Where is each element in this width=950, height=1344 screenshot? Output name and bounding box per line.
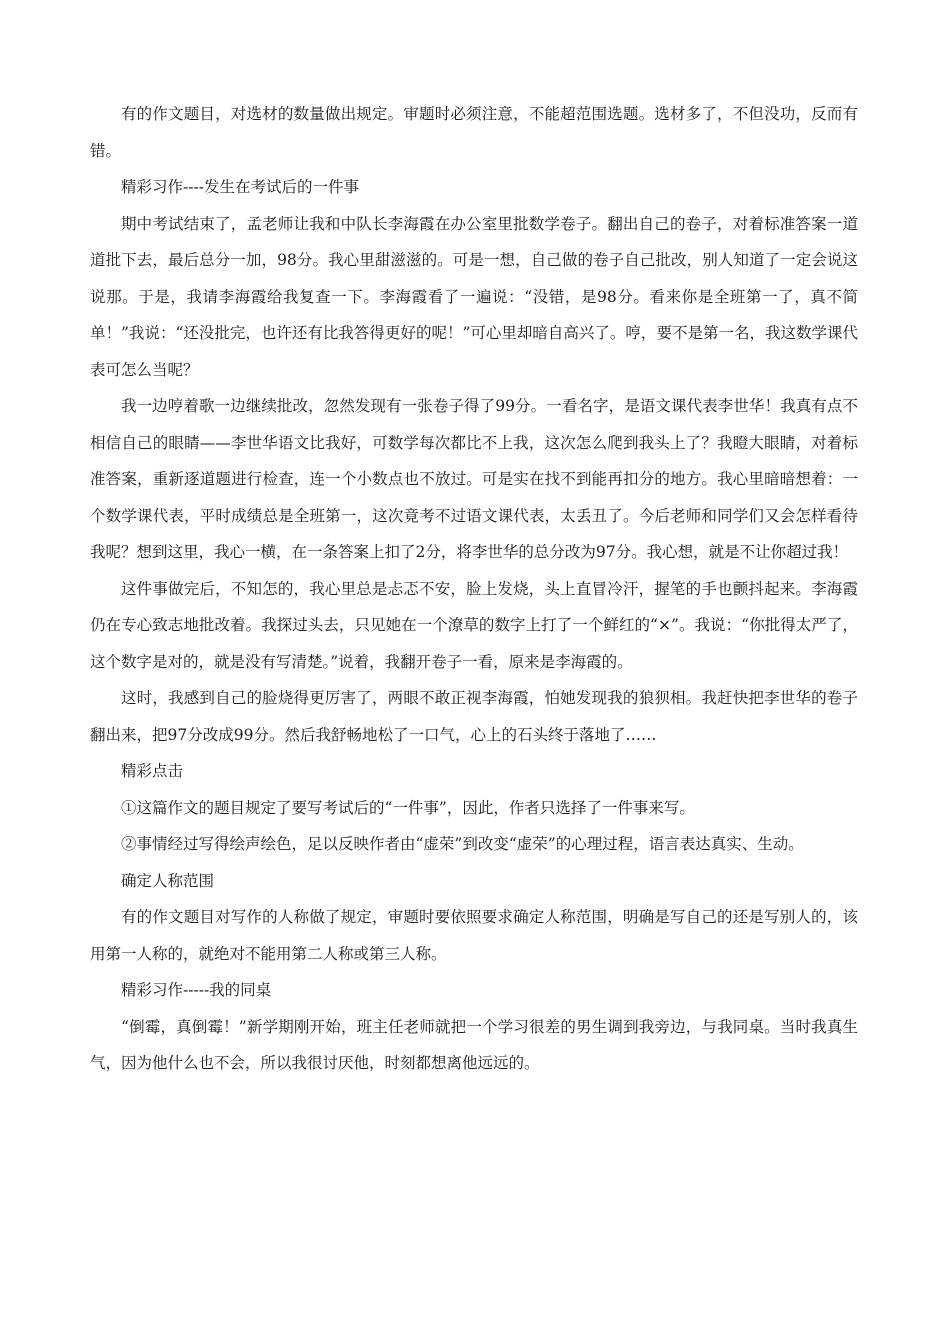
document-page	[90, 96, 858, 1082]
heading-person-scope: 确定人称范围	[121, 871, 215, 890]
paragraph-commentary-2: ②事情经过写得绘声绘色，足以反映作者由“虚荣”到改变“虚荣”的心理过程，语言表达真实、生动。	[121, 835, 804, 853]
paragraph-essay1-4: 这时，我感到自己的脸烧得更厉害了，两眼不敢正视李海霞，怕她发现我的狼狈相。我赶快把李世华的卷子翻出来，把97分改成99分。然后我舒畅地松了一口气，心上的石头终于落地了……	[90, 689, 858, 744]
paragraph-essay2-1: “倒霉，真倒霉！”新学期刚开始，班主任老师就把一个学习很差的男生调到我旁边，与我同桌。当时我真生气，因为他什么也不会，所以我很讨厌他，时刻都想离他远远的。	[90, 1017, 858, 1072]
paragraph-person-rule: 有的作文题目对写作的人称做了规定，审题时要依照要求确定人称范围，明确是写自己的还是写别人的，该用第一人称的，就绝对不能用第二人称或第三人称。	[90, 908, 858, 963]
heading-sample-essay-1: 精彩习作----发生在考试后的一件事	[121, 178, 359, 196]
paragraph-essay1-1: 期中考试结束了，孟老师让我和中队长李海霞在办公室里批数学卷子。翻出自己的卷子，对着标准答案一道道批下去，最后总分一加，98分。我心里甜滋滋的。可是一想，自己做的卷子自己批改，别人知道了一定会说这说那。于是，我请李海霞给我复查一下。李海霞看了一遍说：“没错，是98分。看来你是全班第一了，真不简单！”我说：“还没批完，也许还有比我答得更好的呢！”可心里却暗自高兴了。哼，要不是第一名，我这数学课代表可怎么当呢？	[90, 214, 858, 379]
paragraph-essay1-3: 这件事做完后，不知怎的，我心里总是忐忑不安，脸上发烧，头上直冒冷汗，握笔的手也颤抖起来。李海霞仍在专心致志地批改着。我探过头去，只见她在一个潦草的数字上打了一个鲜红的“×”。我说：“你批得太严了，这个数字是对的，就是没有写清楚。”说着，我翻开卷子一看，原来是李海霞的。	[90, 579, 858, 671]
paragraph-commentary-1: ①这篇作文的题目规定了要写考试后的“一件事”，因此，作者只选择了一件事来写。	[121, 798, 695, 817]
heading-sample-essay-2: 精彩习作-----我的同桌	[121, 981, 272, 999]
heading-commentary: 精彩点击	[121, 762, 184, 780]
paragraph-essay1-2: 我一边哼着歌一边继续批改，忽然发现有一张卷子得了99分。一看名字，是语文课代表李世华！我真有点不相信自己的眼睛——李世华语文比我好，可数学每次都比不上我，这次怎么爬到我头上了？我瞪大眼睛，对着标准答案，重新逐道题进行检查，连一个小数点也不放过。可是实在找不到能再扣分的地方。我心里暗暗想着：一个数学课代表，平时成绩总是全班第一，这次竟考不过语文课代表，太丢丑了。今后老师和同学们又会怎样看待我呢？想到这里，我心一横，在一条答案上扣了2分，将李世华的总分改为97分。我心想，就是不让你超过我！	[90, 397, 858, 561]
paragraph-selection-rule: 有的作文题目，对选材的数量做出规定。审题时必须注意，不能超范围选题。选材多了，不但没功，反而有错。	[90, 105, 858, 160]
